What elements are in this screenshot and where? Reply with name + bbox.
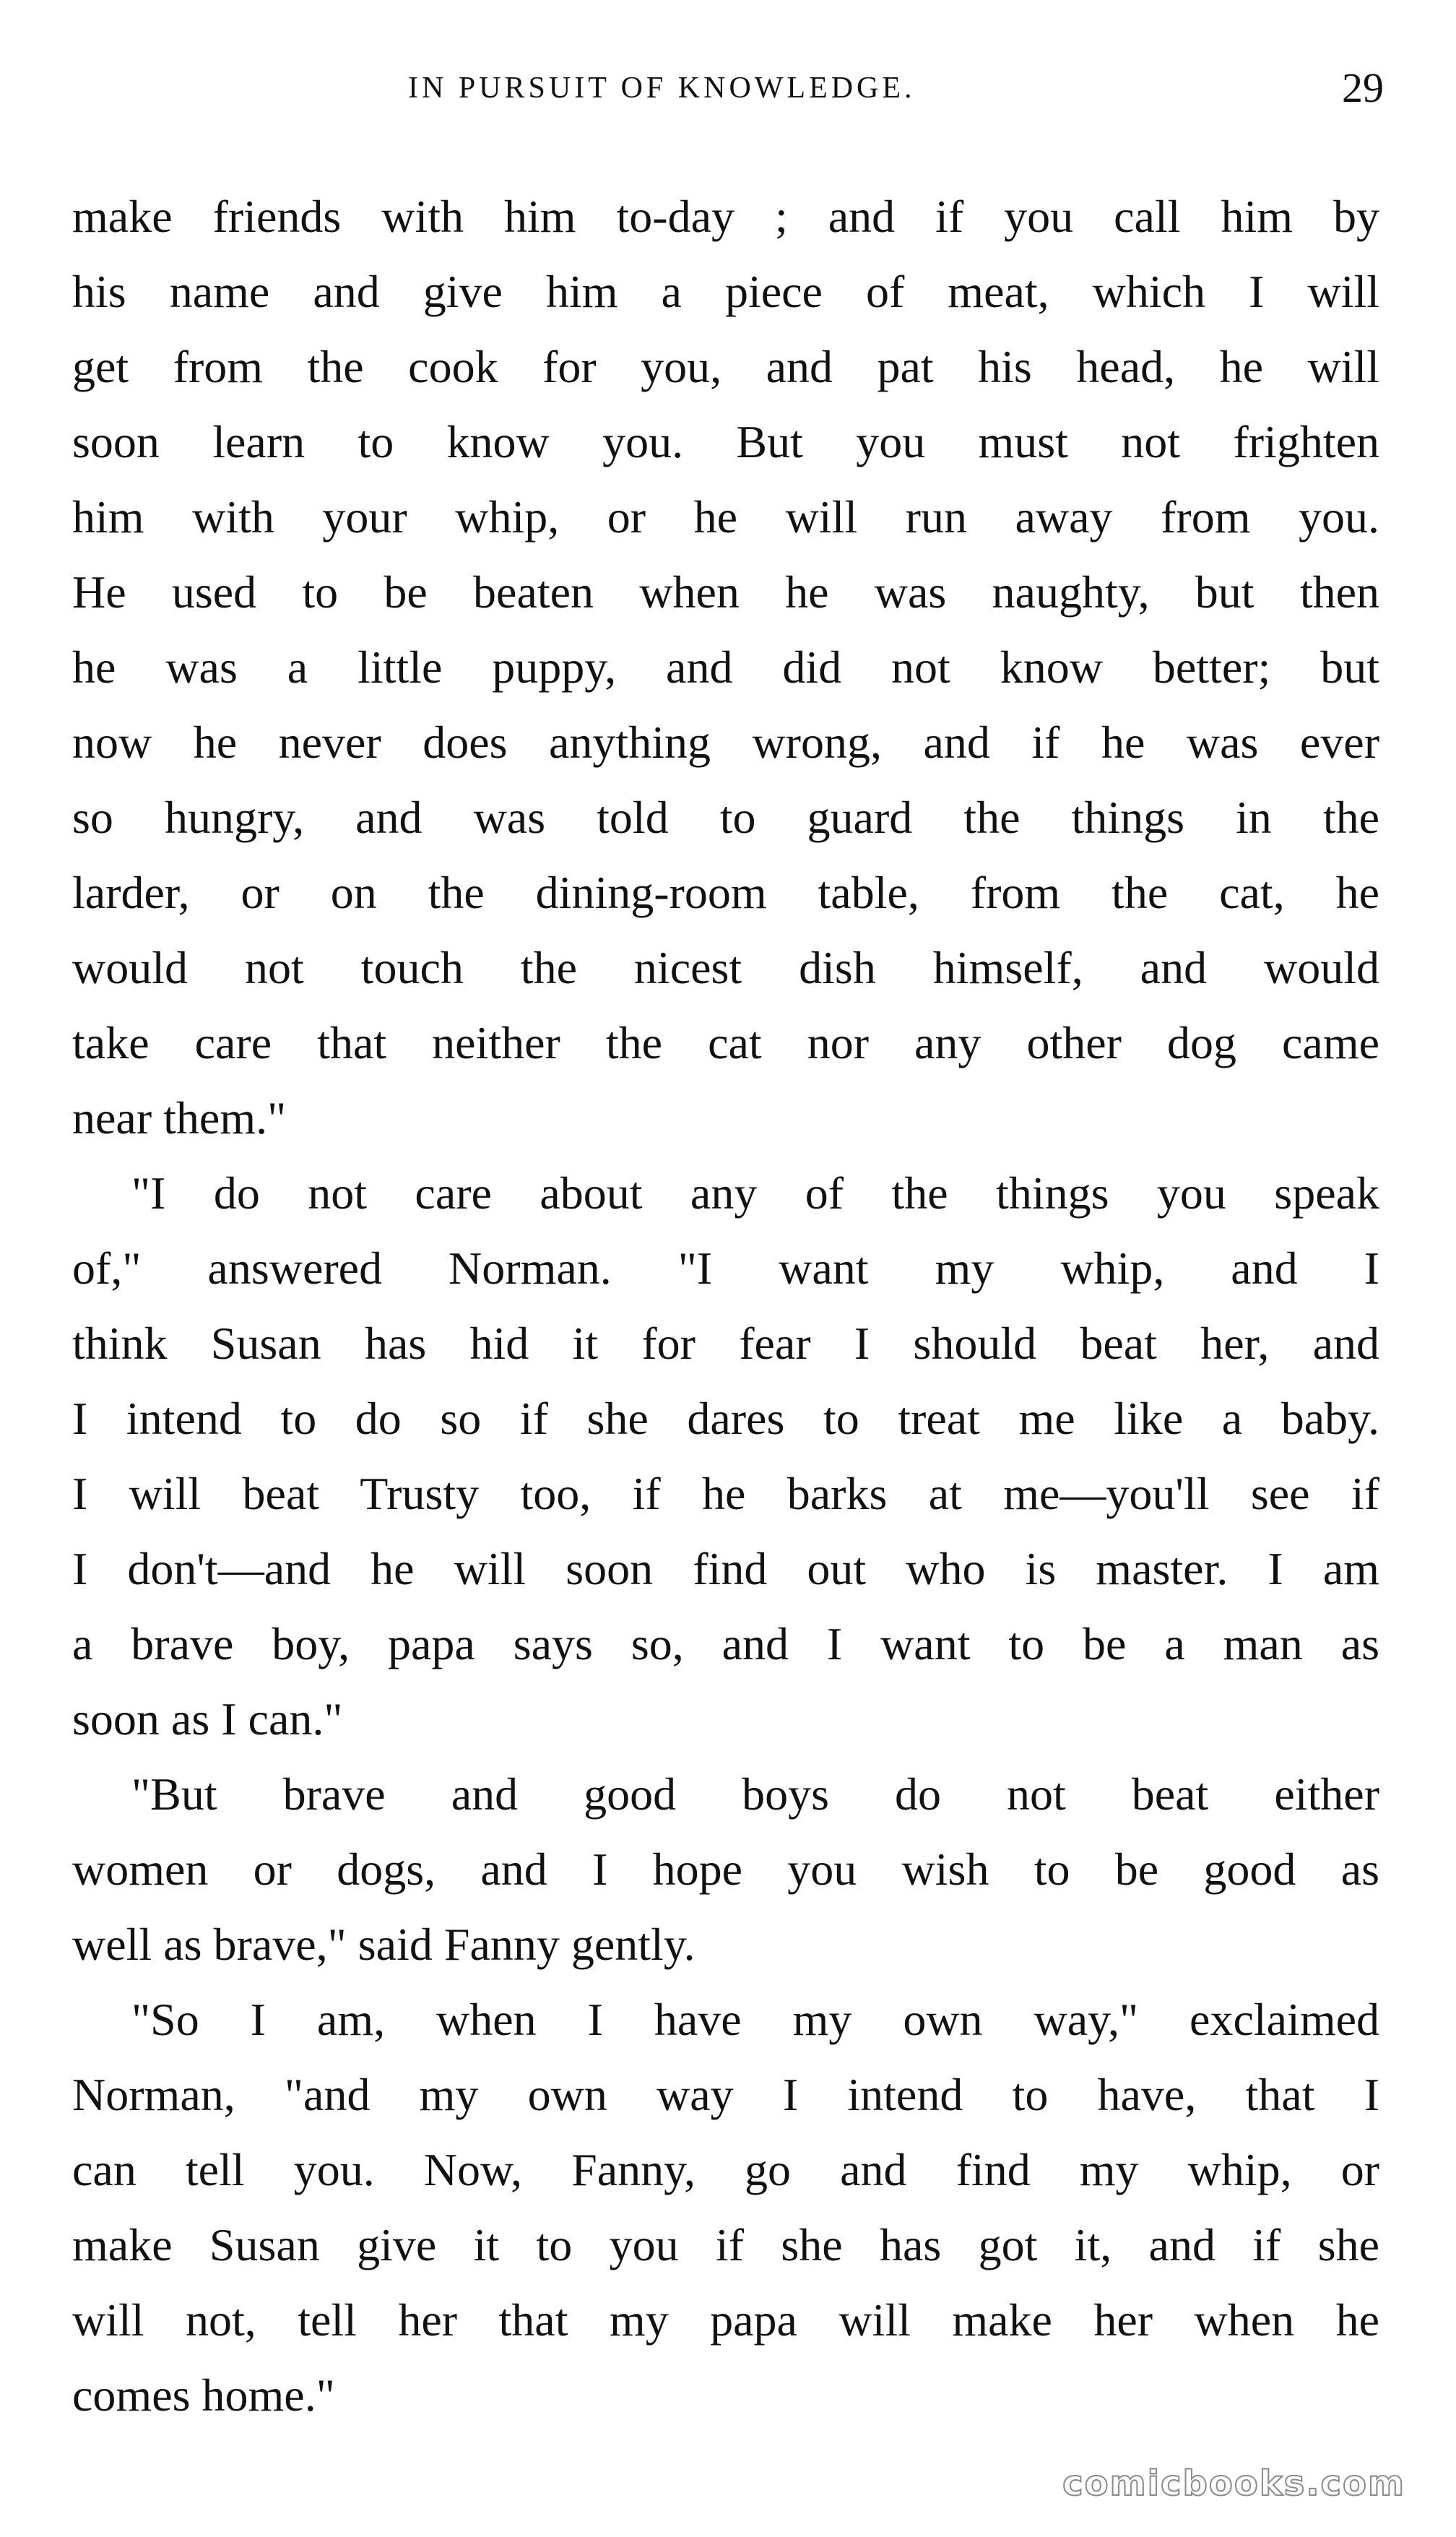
paragraph xyxy=(72,179,1379,1156)
text-line: "But brave and good boys do not beat either xyxy=(131,1768,1379,1820)
text-line: will not, tell her that my papa will make her when he xyxy=(72,2294,1379,2346)
text-line: him with your whip, or he will run away from you. xyxy=(72,491,1379,543)
text-line: soon learn to know you. But you must not frighten xyxy=(72,416,1379,467)
text-line: so hungry, and was told to guard the things in the xyxy=(72,792,1379,843)
page-number: 29 xyxy=(1342,64,1384,111)
text-line: would not touch the nicest dish himself, and would xyxy=(72,942,1379,993)
text-line: near them." xyxy=(72,1092,287,1144)
text-line: of," answered Norman. "I want my whip, and I xyxy=(72,1242,1379,1294)
text-line: think Susan has hid it for fear I should beat her, and xyxy=(72,1318,1379,1369)
text-line: Norman, "and my own way I intend to have, that I xyxy=(72,2069,1379,2120)
body-text xyxy=(72,179,1379,2433)
text-line: a brave boy, papa says so, and I want to be a man as xyxy=(72,1618,1379,1669)
running-head: IN PURSUIT OF KNOWLEDGE. xyxy=(408,72,916,105)
text-line: comes home." xyxy=(72,2369,335,2421)
text-line: he was a little puppy, and did not know better; but xyxy=(72,641,1379,693)
paragraph xyxy=(72,1982,1379,2433)
text-line: can tell you. Now, Fanny, go and find my whip, or xyxy=(72,2144,1379,2195)
text-line: make friends with him to-day ; and if you call him by xyxy=(72,191,1379,242)
text-line: I intend to do so if she dares to treat me like a baby. xyxy=(72,1393,1379,1444)
page-header xyxy=(72,64,1384,129)
paragraph xyxy=(72,1757,1379,1982)
text-line: take care that neither the cat nor any other dog came xyxy=(72,1017,1379,1068)
text-line: make Susan give it to you if she has got it, and if she xyxy=(72,2219,1379,2270)
text-line: larder, or on the dining-room table, from the cat, he xyxy=(72,867,1379,918)
text-line: He used to be beaten when he was naughty, but then xyxy=(72,566,1379,618)
text-line: get from the cook for you, and pat his head, he will xyxy=(72,341,1379,392)
paragraph xyxy=(72,1156,1379,1757)
text-line: women or dogs, and I hope you wish to be good as xyxy=(72,1844,1379,1895)
text-line: "So I am, when I have my own way," exclaimed xyxy=(131,1994,1379,2045)
text-line: I will beat Trusty too, if he barks at me—you'll see if xyxy=(72,1468,1379,1519)
text-line: well as brave," said Fanny gently. xyxy=(72,1919,696,1970)
text-line: soon as I can." xyxy=(72,1693,343,1745)
text-line: "I do not care about any of the things you speak xyxy=(131,1167,1379,1219)
text-line: I don't—and he will soon find out who is master. I am xyxy=(72,1543,1379,1594)
text-line: now he never does anything wrong, and if he was ever xyxy=(72,717,1379,768)
watermark: comicbooks.com xyxy=(1062,2463,1405,2504)
text-line: his name and give him a piece of meat, which I will xyxy=(72,266,1379,317)
